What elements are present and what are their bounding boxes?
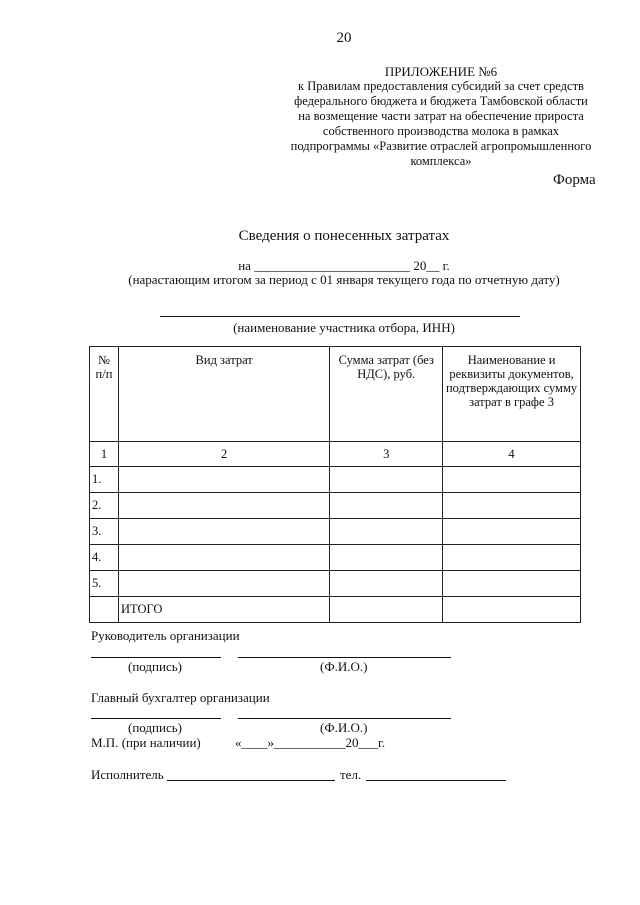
row-number: 3. <box>90 519 119 545</box>
column-number: 3 <box>330 442 443 467</box>
head-signature-caption: (подпись) <box>128 659 182 674</box>
documents-cell[interactable] <box>443 493 581 519</box>
appendix-line: к Правилам предоставления субсидий за счет средств <box>298 79 584 93</box>
row-number: 4. <box>90 545 119 571</box>
appendix-title: ПРИЛОЖЕНИЕ №6 <box>384 64 498 79</box>
participant-caption: (наименование участника отбора, ИНН) <box>233 320 455 335</box>
accountant-name-caption: (Ф.И.О.) <box>320 720 368 735</box>
header-documents: Наименование и реквизиты документов, подтверждающих сумму затрат в графе 3 <box>443 347 581 442</box>
head-signature-line[interactable] <box>91 657 221 658</box>
document-title: Сведения о понесенных затратах <box>238 228 450 244</box>
table-header-row <box>90 347 581 442</box>
table-row <box>90 467 581 493</box>
participant-underline <box>160 316 520 317</box>
column-number: 4 <box>443 442 581 467</box>
header-number: № п/п <box>90 347 119 442</box>
total-row <box>90 597 581 623</box>
appendix-line: собственного производства молока в рамках <box>322 124 560 138</box>
total-number-cell <box>90 597 119 623</box>
head-name-caption: (Ф.И.О.) <box>320 659 368 674</box>
accountant-name-line[interactable] <box>238 718 451 719</box>
amount-cell[interactable] <box>330 467 443 493</box>
signature-date[interactable]: «____»___________20___г. <box>235 735 386 750</box>
costs-table <box>89 346 581 623</box>
table-row <box>90 519 581 545</box>
phone-line[interactable] <box>366 780 506 781</box>
amount-cell[interactable] <box>330 571 443 597</box>
documents-cell[interactable] <box>443 545 581 571</box>
form-label: Форма <box>553 172 596 188</box>
column-numbers-row <box>90 442 581 467</box>
header-cost-type: Вид затрат <box>118 347 329 442</box>
column-number: 2 <box>118 442 329 467</box>
cost-type-cell[interactable] <box>118 493 329 519</box>
appendix-block <box>276 64 606 169</box>
cost-type-cell[interactable] <box>118 519 329 545</box>
documents-cell[interactable] <box>443 519 581 545</box>
appendix-line: подпрограммы «Развитие отраслей агропромышленного <box>290 139 592 153</box>
documents-cell[interactable] <box>443 467 581 493</box>
appendix-line: на возмещение части затрат на обеспечение прироста <box>298 109 584 123</box>
page-number: 20 <box>336 30 352 46</box>
header-amount: Сумма затрат (без НДС), руб. <box>330 347 443 442</box>
executor-label: Исполнитель <box>91 767 164 782</box>
column-number: 1 <box>90 442 119 467</box>
table-row <box>90 545 581 571</box>
row-number: 2. <box>90 493 119 519</box>
amount-cell[interactable] <box>330 493 443 519</box>
table-row <box>90 493 581 519</box>
period-note: (нарастающим итогом за период с 01 января текущего года по отчетную дату) <box>128 272 560 287</box>
row-number: 5. <box>90 571 119 597</box>
amount-cell[interactable] <box>330 519 443 545</box>
accountant-signature-line[interactable] <box>91 718 221 719</box>
total-amount-cell[interactable] <box>330 597 443 623</box>
report-date-line: на ________________________ 20__ г. <box>238 258 450 273</box>
executor-name-line[interactable] <box>167 780 335 781</box>
cost-type-cell[interactable] <box>118 571 329 597</box>
documents-cell[interactable] <box>443 571 581 597</box>
phone-label: тел. <box>340 767 362 782</box>
cost-type-cell[interactable] <box>118 467 329 493</box>
cost-type-cell[interactable] <box>118 545 329 571</box>
total-label: ИТОГО <box>118 597 329 623</box>
total-documents-cell[interactable] <box>443 597 581 623</box>
appendix-line: федерального бюджета и бюджета Тамбовской области <box>294 94 588 108</box>
amount-cell[interactable] <box>330 545 443 571</box>
stamp-label: М.П. (при наличии) <box>91 735 201 750</box>
head-name-line[interactable] <box>238 657 451 658</box>
table-row <box>90 571 581 597</box>
appendix-line: комплекса» <box>410 154 472 168</box>
accountant-title: Главный бухгалтер организации <box>91 690 270 705</box>
accountant-signature-caption: (подпись) <box>128 720 182 735</box>
row-number: 1. <box>90 467 119 493</box>
head-title: Руководитель организации <box>91 628 240 643</box>
